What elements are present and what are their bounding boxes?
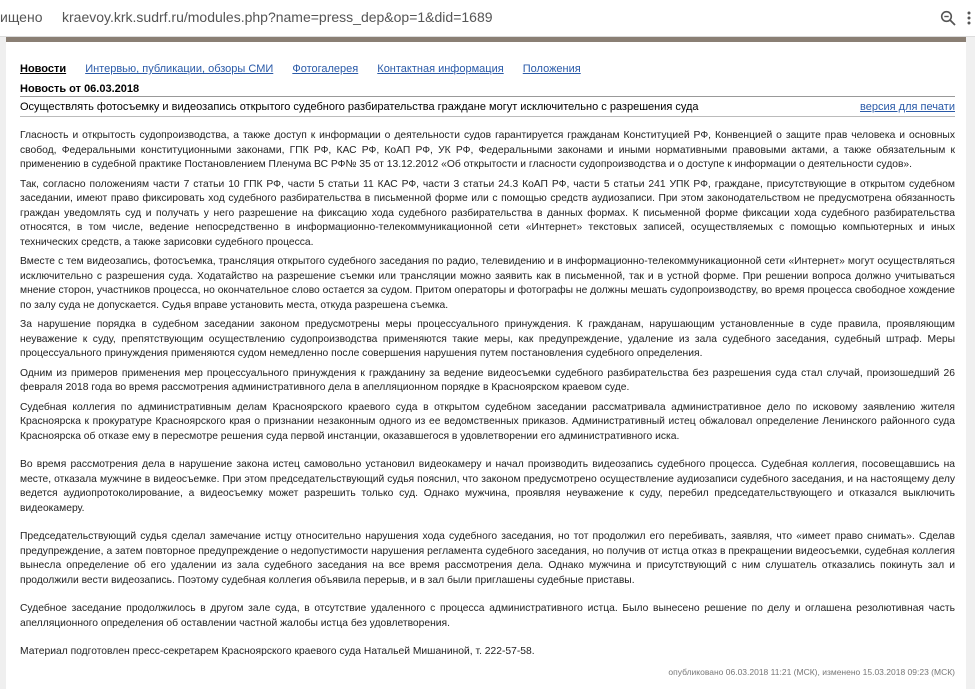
address-bar-prefix: ищено — [0, 9, 43, 25]
divider — [20, 96, 955, 97]
news-body — [20, 129, 955, 665]
author-note: Материал подготовлен пресс-секретарем Красноярского краевого суда Натальей Мишаниной, т. 222-57-58. — [20, 646, 535, 657]
paragraph: Одним из примеров применения мер процессуального принуждения к гражданину за ведение видеосъемки судебного разбирательства без разрешения суда стал случай, произошедший 26 февраля 2018 года во время рассмотрения административного дела в апелляционном порядке в Красноярском краевом суде. — [20, 367, 955, 393]
nav-item-contacts[interactable]: Контактная информация — [377, 63, 504, 75]
paragraph: Председательствующий судья сделал замечание истцу относительно нарушения хода судебного заседания, но тот продолжил его перебивать, заявляя, что «имеет право снимать». Сделав предупреждение, а затем повторное предупреждение о недопустимости нарушения регламента судебного заседания, но получив от истца отказ в прекращении видеосъемки, судебная коллегия вынесла определение об его удалении из зала судебного заседания на все время рассмотрения дела. Однако мужчина и присутствующий с ним слушатель отказались покинуть зал и продолжили вести видеозапись. Поэтому судебная коллегия объявила перерыв, и в зал были приглашены судебные приставы. — [20, 531, 955, 586]
paragraph: Судебное заседание продолжилось в другом зале суда, в отсутствие удаленного с процесса административного истца. Было вынесено решение по делу и оглашена резолютивная часть апелляционного определения об оставлении частной жалобы истца без удовлетворения. — [20, 603, 955, 629]
paragraph: Так, согласно положениям части 7 статьи 10 ГПК РФ, части 5 статьи 11 КАС РФ, части 3 статьи 24.3 КоАП РФ, части 5 статьи 241 УПК РФ, граждане, присутствующие в открытом судебном заседании, имеют право фиксировать ход судебного разбирательства в письменной форме или с помощью средств аудиозаписи. При этом законодательством не предусмотрена обязанность граждан уведомлять суд и получать у него разрешение на фиксацию хода судебного разбирательства в данных формах. К письменной форме фиксации хода судебного разбирательства относятся, в том числе, ведение непосредственно в информационно-телекоммуникационной сети «Интернет» текстовых записей, осуществляемых с помощью компьютерных и иных технических средств, а также зарисовки судебного процесса. — [20, 178, 955, 248]
news-headline: Осуществлять фотосъемку и видеозапись открытого судебного разбирательства граждане могут исключительно с разрешения суда — [20, 101, 699, 113]
header-accent-line — [6, 37, 966, 42]
paragraph: Вместе с тем видеозапись, фотосъемка, трансляция открытого судебного заседания по радио, телевидению и в информационно-телекоммуникационной сети «Интернет» могут осуществляться исключительно с разрешения суда. Ходатайство на разрешение съемки или трансляции можно заявить как в письменной, так и в устной форме. При решении вопроса должно учитываться мнение сторон, участников процесса, но окончательное слово остается за судом. Притом операторы и фотографы не должны мешать судопроизводству, во время процесса свободное хождение по залу суда не допускается. Судья вправе установить места, откуда разрешена съемка. — [20, 256, 955, 311]
paragraph: Гласность и открытость судопроизводства, а также доступ к информации о деятельности судов гарантируется гражданам Конституцией РФ, Конвенцией о защите прав человека и основных свобод, Федеральными конституционными законами, ГПК РФ, КАС РФ, КоАП РФ, УК РФ, Федеральными законами и иными нормативными правовыми актами, а также обязательным к применению в судебной практике Постановлением Пленума ВС РФ№ 35 от 13.12.2012 «Об открытости и гласности судопроизводства и о доступе к информации о деятельности судов». — [20, 130, 955, 170]
nav-item-regulations[interactable]: Положения — [522, 63, 581, 75]
publication-timestamp: опубликовано 06.03.2018 11:21 (МСК), изменено 15.03.2018 09:23 (МСК) — [668, 667, 955, 677]
paragraph: Во время рассмотрения дела в нарушение закона истец самовольно установил видеокамеру и начал производить видеозапись судебного процесса. Судебная коллегия, посовещавшись на месте, отказала мужчине в видеосъемке. При этом председательствующий судья пояснил, что законом предусмотрено осуществление аудиозаписи судебного заседания, и на настоящему делу ведется аудиопротоколирование, а видеосъемку может разрешить только суд. Однако мужчина, проявляя неуважение к суду, перебил председательствующего и отказался выключить видеокамеру. — [20, 459, 955, 514]
zoom-magnifier-icon[interactable] — [940, 10, 956, 26]
print-version-link[interactable]: версия для печати — [860, 101, 955, 113]
paragraph: За нарушение порядка в судебном заседании законом предусмотрены меры процессуального принуждения. К гражданам, нарушающим установленные в суде правила, проявляющим неуважение к суду, препятствующим осуществлению судопроизводства применяются такие меры, как предупреждение, удаление из зала судебного заседания, судебный штраф. Меры процессуального принуждения применяются судом немедленно после совершения нарушения путем постановления судебного определения. — [20, 319, 955, 359]
nav-item-interviews[interactable]: Интервью, публикации, обзоры СМИ — [85, 63, 274, 75]
more-vert-icon[interactable] — [964, 10, 974, 26]
nav-item-news[interactable]: Новости — [20, 63, 67, 75]
divider — [20, 116, 955, 117]
nav-item-photogallery[interactable]: Фотогалерея — [292, 63, 359, 75]
address-bar-url[interactable]: kraevoy.krk.sudrf.ru/modules.php?name=press_dep&op=1&did=1689 — [62, 9, 493, 25]
news-date-heading: Новость от 06.03.2018 — [20, 83, 140, 95]
section-nav — [20, 63, 597, 75]
paragraph: Судебная коллегия по административным делам Красноярского краевого суда в открытом судебном заседании рассматривала административное дело по исковому заявлению жителя Красноярска к прокуратуре Красноярского края о признании незаконным одного из ее ведомственных приказов. Административный истец обжаловал определение Ленинского районного суда Красноярска об отказе ему в пересмотре решения суда первой инстанции, оказавшегося в удовлетворении его административного иска. — [20, 401, 955, 442]
scrollbar[interactable] — [966, 37, 975, 689]
browser-address-bar — [0, 0, 975, 37]
